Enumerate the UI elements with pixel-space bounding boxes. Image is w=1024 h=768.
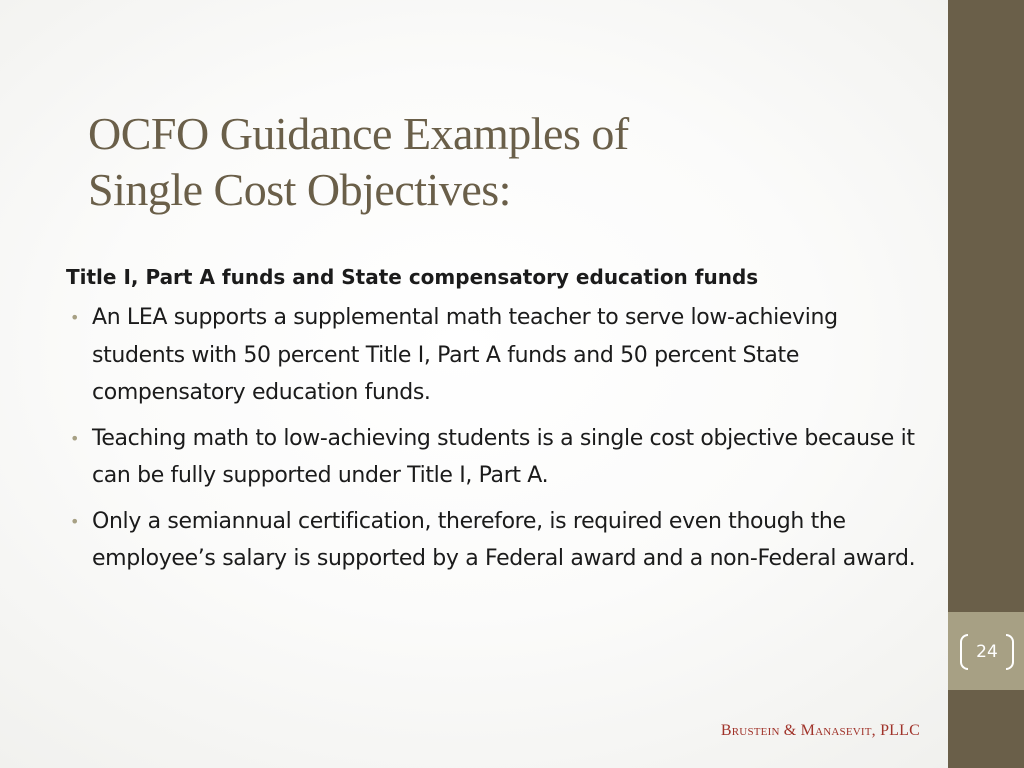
page-number-box (960, 634, 1014, 670)
bullet-text: An LEA supports a supplemental math teacher to serve low-achieving students with 50 percent Title I, Part A funds and 50 percent State compensatory education funds. (92, 305, 838, 405)
bullet-item (66, 503, 926, 578)
left-bracket-icon (960, 634, 968, 670)
bullet-icon: • (70, 511, 80, 531)
slide-title (88, 106, 908, 218)
bullet-text: Teaching math to low-achieving students is a single cost objective because it can be fully supported under Title I, Part A. (92, 425, 915, 488)
bullet-item (66, 420, 926, 495)
bullet-item (66, 299, 926, 412)
bullet-icon: • (70, 428, 80, 448)
bullet-text: Only a semiannual certification, therefore, is required even though the employee’s salary is supported by a Federal award and a non-Federal award. (92, 508, 916, 571)
title-line-2: Single Cost Objectives: (88, 164, 511, 215)
right-sidebar (948, 0, 1024, 768)
footer-firm-name: Brustein & Manasevit, PLLC (720, 722, 920, 739)
page-number-band (948, 612, 1024, 690)
page-number: 24 (976, 642, 998, 662)
bullet-icon: • (70, 308, 80, 327)
right-bracket-icon (1006, 634, 1014, 670)
title-line-1: OCFO Guidance Examples of (88, 108, 629, 159)
slide-content (66, 262, 926, 586)
subheading: Title I, Part A funds and State compensatory education funds (66, 265, 759, 289)
bullet-list (66, 299, 926, 578)
